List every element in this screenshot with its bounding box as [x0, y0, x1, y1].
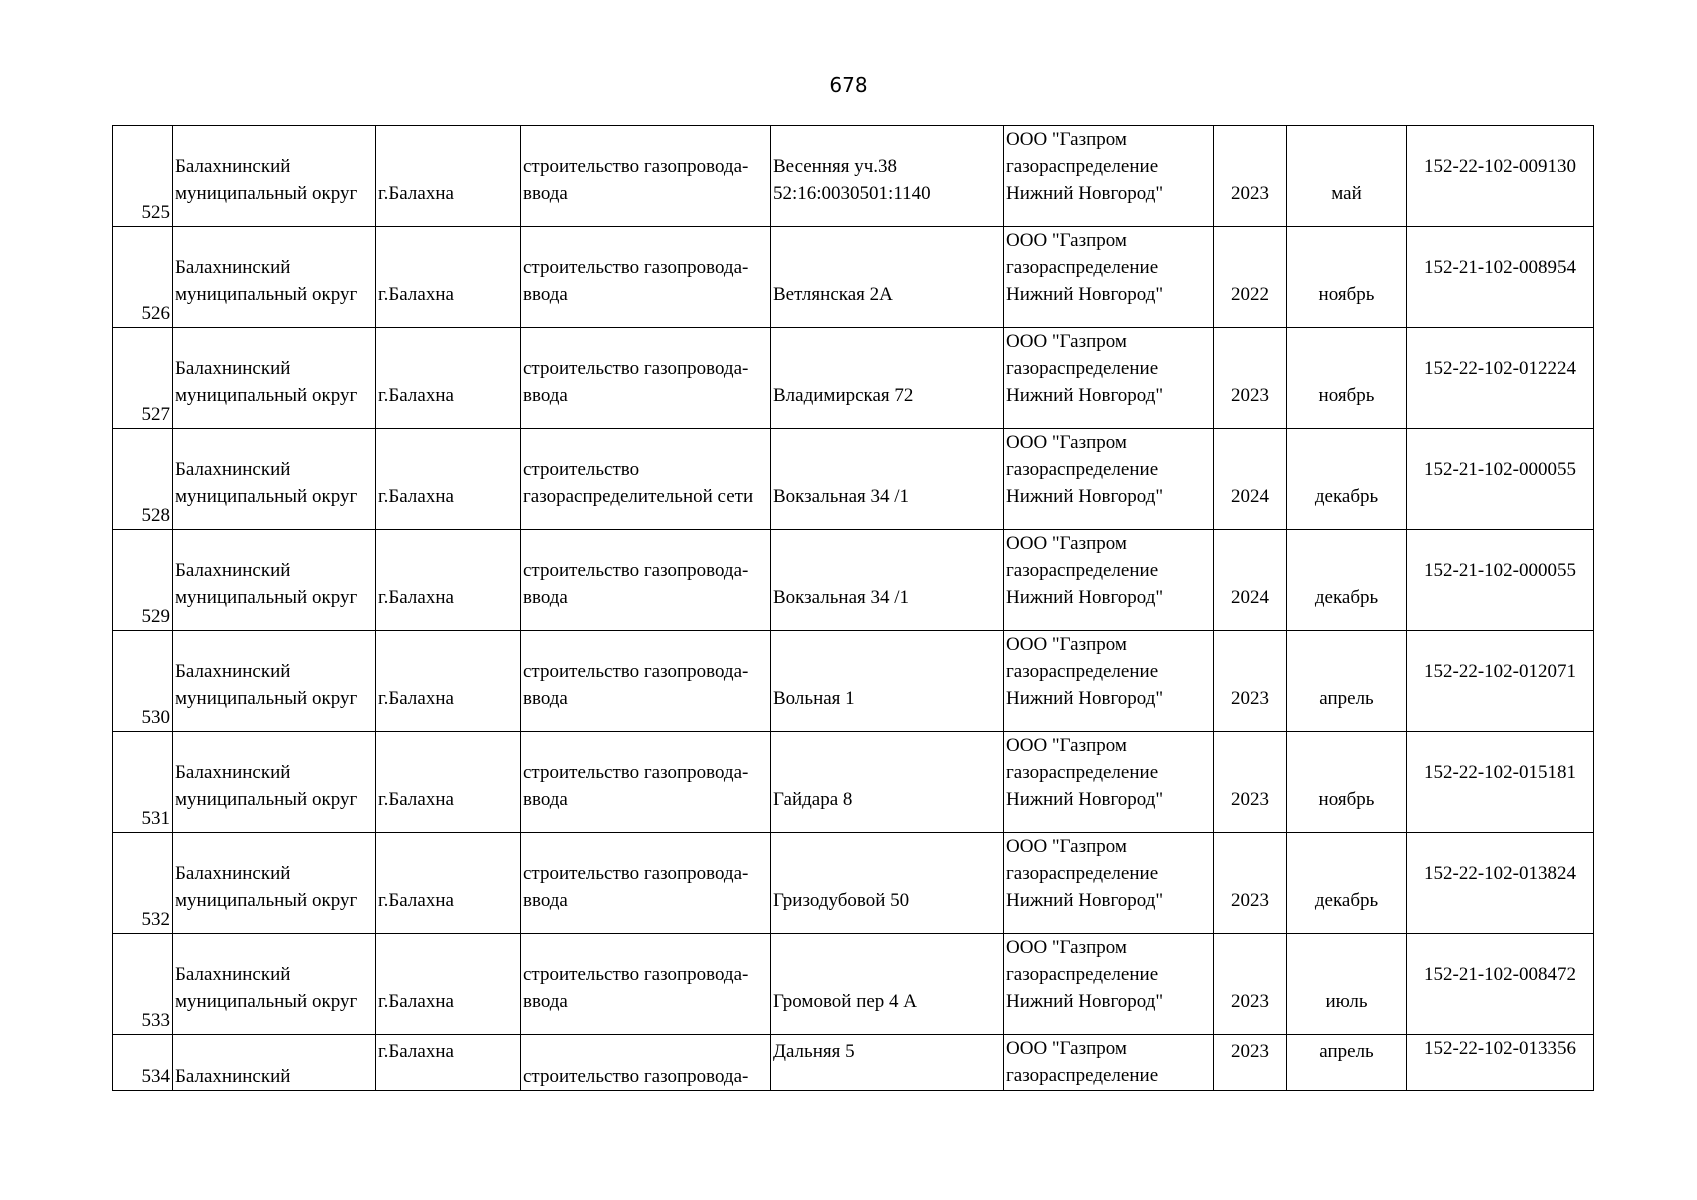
address-cell	[771, 732, 1004, 833]
city-cell	[376, 530, 521, 631]
year-cell	[1214, 934, 1287, 1035]
address-line: 52:16:0030501:1140	[773, 183, 931, 204]
city-text: г.Балахна	[378, 890, 454, 911]
row-number-cell	[113, 429, 173, 530]
year-cell	[1214, 227, 1287, 328]
work-type-line: строительство газопровода-	[523, 661, 749, 682]
month-text: декабрь	[1314, 890, 1379, 911]
city-cell	[376, 126, 521, 227]
year-cell	[1214, 1035, 1287, 1091]
month-text: ноябрь	[1318, 284, 1375, 305]
organization-line: Нижний Новгород"	[1006, 385, 1164, 406]
row-number: 532	[141, 909, 170, 930]
year-text: 2023	[1231, 991, 1269, 1012]
district-cell	[173, 328, 376, 429]
month-text: май	[1331, 183, 1362, 204]
city-text: г.Балахна	[378, 1041, 454, 1062]
registration-code: 152-21-102-008954	[1424, 257, 1576, 278]
city-text: г.Балахна	[378, 486, 454, 507]
organization-line: газораспределение	[1006, 1065, 1159, 1086]
district-cell	[173, 732, 376, 833]
organization-line: Нижний Новгород"	[1006, 789, 1164, 810]
year-cell	[1214, 631, 1287, 732]
address-cell	[771, 1035, 1004, 1091]
row-number: 526	[141, 303, 170, 324]
district-line: Балахнинский	[175, 964, 291, 985]
work-type-line: строительство	[523, 459, 640, 480]
year-cell	[1214, 328, 1287, 429]
work-type-line: ввода	[523, 991, 568, 1012]
registration-code: 152-22-102-012071	[1424, 661, 1576, 682]
table-row	[113, 934, 1594, 1035]
organization-line: газораспределение	[1006, 257, 1159, 278]
city-cell	[376, 227, 521, 328]
year-text: 2023	[1231, 688, 1269, 709]
work-type-line: ввода	[523, 890, 568, 911]
district-cell	[173, 631, 376, 732]
organization-line: Нижний Новгород"	[1006, 890, 1164, 911]
organization-line: газораспределение	[1006, 762, 1159, 783]
year-cell	[1214, 530, 1287, 631]
city-text: г.Балахна	[378, 183, 454, 204]
row-number-cell	[113, 833, 173, 934]
organization-line: ООО "Газпром	[1006, 331, 1127, 352]
row-number: 527	[141, 404, 170, 425]
address-line	[773, 254, 1001, 281]
work-type-line: строительство газопровода-	[523, 358, 749, 379]
table-row	[113, 1035, 1594, 1091]
address-line	[773, 860, 1001, 887]
district-line: муниципальный округ	[175, 789, 358, 810]
address-line	[773, 355, 1001, 382]
work-type-line: строительство газопровода-	[523, 762, 749, 783]
table-row	[113, 833, 1594, 934]
month-text: апрель	[1319, 688, 1374, 709]
work-type-cell	[521, 429, 771, 530]
district-line: муниципальный округ	[175, 385, 358, 406]
row-number-cell	[113, 328, 173, 429]
organization-line: ООО "Газпром	[1006, 533, 1127, 554]
row-number: 531	[141, 808, 170, 829]
year-text: 2023	[1231, 789, 1269, 810]
organization-cell	[1004, 429, 1214, 530]
organization-line: газораспределение	[1006, 459, 1159, 480]
month-text: июль	[1325, 991, 1368, 1012]
city-cell	[376, 934, 521, 1035]
year-cell	[1214, 429, 1287, 530]
table-row	[113, 429, 1594, 530]
work-type-cell	[521, 1035, 771, 1091]
district-line: муниципальный округ	[175, 890, 358, 911]
address-line	[773, 759, 1001, 786]
registration-code: 152-21-102-000055	[1424, 459, 1576, 480]
month-text: ноябрь	[1318, 789, 1375, 810]
year-text: 2023	[1231, 890, 1269, 911]
table-row	[113, 530, 1594, 631]
city-text: г.Балахна	[378, 688, 454, 709]
year-text: 2024	[1231, 486, 1269, 507]
year-cell	[1214, 732, 1287, 833]
work-type-cell	[521, 530, 771, 631]
district-line: муниципальный округ	[175, 183, 358, 204]
organization-line: ООО "Газпром	[1006, 1038, 1127, 1059]
work-type-line: строительство газопровода-	[523, 964, 749, 985]
organization-cell	[1004, 833, 1214, 934]
address-cell	[771, 833, 1004, 934]
organization-line: газораспределение	[1006, 964, 1159, 985]
district-line: Балахнинский	[175, 257, 291, 278]
year-text: 2023	[1231, 1041, 1269, 1062]
district-line: Балахнинский	[175, 762, 291, 783]
month-text: ноябрь	[1318, 385, 1375, 406]
city-cell	[376, 328, 521, 429]
address-line: Вокзальная 34 /1	[773, 486, 910, 507]
row-number-cell	[113, 934, 173, 1035]
row-number: 534	[141, 1066, 170, 1087]
organization-cell	[1004, 227, 1214, 328]
month-cell	[1287, 227, 1407, 328]
district-line: муниципальный округ	[175, 486, 358, 507]
month-cell	[1287, 934, 1407, 1035]
work-type-line: ввода	[523, 587, 568, 608]
row-number: 530	[141, 707, 170, 728]
organization-line: ООО "Газпром	[1006, 836, 1127, 857]
work-type-cell	[521, 328, 771, 429]
gas-pipeline-registry-table	[112, 125, 1594, 1091]
registration-code-cell	[1407, 227, 1594, 328]
organization-line: ООО "Газпром	[1006, 634, 1127, 655]
month-cell	[1287, 530, 1407, 631]
address-line: Вольная 1	[773, 688, 855, 709]
table-row	[113, 732, 1594, 833]
organization-line: Нижний Новгород"	[1006, 587, 1164, 608]
address-cell	[771, 328, 1004, 429]
registration-code: 152-22-102-012224	[1424, 358, 1576, 379]
organization-line: ООО "Газпром	[1006, 230, 1127, 251]
district-line: муниципальный округ	[175, 587, 358, 608]
district-cell	[173, 429, 376, 530]
year-text: 2023	[1231, 183, 1269, 204]
organization-line: газораспределение	[1006, 156, 1159, 177]
row-number: 528	[141, 505, 170, 526]
address-line: Весенняя уч.38	[773, 156, 898, 177]
month-cell	[1287, 328, 1407, 429]
registration-code-cell	[1407, 530, 1594, 631]
district-cell	[173, 1035, 376, 1091]
organization-cell	[1004, 530, 1214, 631]
district-line: Балахнинский	[175, 863, 291, 884]
registration-code: 152-22-102-009130	[1424, 156, 1576, 177]
work-type-cell	[521, 732, 771, 833]
organization-line: Нижний Новгород"	[1006, 688, 1164, 709]
registration-code: 152-21-102-008472	[1424, 964, 1576, 985]
work-type-cell	[521, 934, 771, 1035]
district-line: муниципальный округ	[175, 688, 358, 709]
month-text: декабрь	[1314, 486, 1379, 507]
address-line: Владимирская 72	[773, 385, 914, 406]
organization-line: Нижний Новгород"	[1006, 284, 1164, 305]
city-text: г.Балахна	[378, 284, 454, 305]
district-line: Балахнинский	[175, 358, 291, 379]
row-number-cell	[113, 227, 173, 328]
address-cell	[771, 631, 1004, 732]
row-number-cell	[113, 631, 173, 732]
registration-code-cell	[1407, 732, 1594, 833]
organization-cell	[1004, 328, 1214, 429]
city-cell	[376, 732, 521, 833]
year-cell	[1214, 833, 1287, 934]
organization-line: ООО "Газпром	[1006, 432, 1127, 453]
address-cell	[771, 126, 1004, 227]
district-cell	[173, 934, 376, 1035]
month-text: декабрь	[1314, 587, 1379, 608]
work-type-line: ввода	[523, 183, 568, 204]
organization-line: ООО "Газпром	[1006, 937, 1127, 958]
organization-cell	[1004, 732, 1214, 833]
table-row	[113, 227, 1594, 328]
address-line	[773, 658, 1001, 685]
registration-code: 152-22-102-013824	[1424, 863, 1576, 884]
month-cell	[1287, 1035, 1407, 1091]
address-line: Вокзальная 34 /1	[773, 587, 910, 608]
row-number: 529	[141, 606, 170, 627]
registration-code: 152-22-102-015181	[1424, 762, 1576, 783]
district-line: муниципальный округ	[175, 284, 358, 305]
organization-line: Нижний Новгород"	[1006, 486, 1164, 507]
organization-line: газораспределение	[1006, 560, 1159, 581]
registration-code: 152-22-102-013356	[1424, 1038, 1576, 1059]
registration-code-cell	[1407, 429, 1594, 530]
address-line: Громовой пер 4 А	[773, 991, 918, 1012]
organization-cell	[1004, 126, 1214, 227]
organization-line: ООО "Газпром	[1006, 129, 1127, 150]
address-cell	[771, 429, 1004, 530]
registration-code-cell	[1407, 631, 1594, 732]
work-type-cell	[521, 227, 771, 328]
registration-code-cell	[1407, 934, 1594, 1035]
city-text: г.Балахна	[378, 991, 454, 1012]
year-text: 2024	[1231, 587, 1269, 608]
city-cell	[376, 1035, 521, 1091]
address-line	[773, 557, 1001, 584]
registration-code: 152-21-102-000055	[1424, 560, 1576, 581]
work-type-line: ввода	[523, 385, 568, 406]
work-type-cell	[521, 631, 771, 732]
year-cell	[1214, 126, 1287, 227]
work-type-line: ввода	[523, 789, 568, 810]
address-cell	[771, 934, 1004, 1035]
table-row	[113, 126, 1594, 227]
registration-code-cell	[1407, 1035, 1594, 1091]
registration-code-cell	[1407, 328, 1594, 429]
organization-cell	[1004, 934, 1214, 1035]
district-line: Балахнинский	[175, 156, 291, 177]
work-type-line: газораспределительной сети	[523, 486, 754, 507]
district-cell	[173, 126, 376, 227]
year-text: 2023	[1231, 385, 1269, 406]
city-cell	[376, 429, 521, 530]
row-number-cell	[113, 126, 173, 227]
registration-code-cell	[1407, 126, 1594, 227]
address-line: Гайдара 8	[773, 789, 853, 810]
address-line: Гризодубовой 50	[773, 890, 910, 911]
row-number: 533	[141, 1010, 170, 1031]
work-type-line: строительство газопровода-	[523, 863, 749, 884]
page-number: 678	[829, 73, 868, 97]
district-cell	[173, 530, 376, 631]
city-text: г.Балахна	[378, 385, 454, 406]
work-type-line: ввода	[523, 284, 568, 305]
address-line: Дальняя 5	[773, 1041, 855, 1062]
work-type-line: ввода	[523, 688, 568, 709]
address-line	[773, 961, 1001, 988]
month-cell	[1287, 429, 1407, 530]
row-number: 525	[141, 202, 170, 223]
month-cell	[1287, 631, 1407, 732]
row-number-cell	[113, 1035, 173, 1091]
city-text: г.Балахна	[378, 587, 454, 608]
district-line: Балахнинский	[175, 1066, 291, 1087]
address-line	[773, 456, 1001, 483]
organization-line: газораспределение	[1006, 863, 1159, 884]
organization-cell	[1004, 631, 1214, 732]
organization-line: газораспределение	[1006, 358, 1159, 379]
month-cell	[1287, 126, 1407, 227]
organization-line: Нижний Новгород"	[1006, 991, 1164, 1012]
organization-line: Нижний Новгород"	[1006, 183, 1164, 204]
work-type-line: строительство газопровода-	[523, 156, 749, 177]
work-type-line: строительство газопровода-	[523, 560, 749, 581]
address-cell	[771, 530, 1004, 631]
row-number-cell	[113, 530, 173, 631]
organization-cell	[1004, 1035, 1214, 1091]
address-cell	[771, 227, 1004, 328]
city-cell	[376, 631, 521, 732]
month-cell	[1287, 833, 1407, 934]
work-type-line: строительство газопровода-	[523, 1066, 749, 1087]
city-cell	[376, 833, 521, 934]
organization-line: газораспределение	[1006, 661, 1159, 682]
work-type-cell	[521, 126, 771, 227]
district-line: Балахнинский	[175, 459, 291, 480]
city-text: г.Балахна	[378, 789, 454, 810]
district-line: Балахнинский	[175, 661, 291, 682]
district-line: муниципальный округ	[175, 991, 358, 1012]
month-cell	[1287, 732, 1407, 833]
table-row	[113, 328, 1594, 429]
district-cell	[173, 227, 376, 328]
table-row	[113, 631, 1594, 732]
row-number-cell	[113, 732, 173, 833]
organization-line: ООО "Газпром	[1006, 735, 1127, 756]
year-text: 2022	[1231, 284, 1269, 305]
address-line: Ветлянская 2А	[773, 284, 893, 305]
work-type-cell	[521, 833, 771, 934]
district-cell	[173, 833, 376, 934]
registration-code-cell	[1407, 833, 1594, 934]
district-line: Балахнинский	[175, 560, 291, 581]
month-text: апрель	[1319, 1041, 1374, 1062]
work-type-line: строительство газопровода-	[523, 257, 749, 278]
